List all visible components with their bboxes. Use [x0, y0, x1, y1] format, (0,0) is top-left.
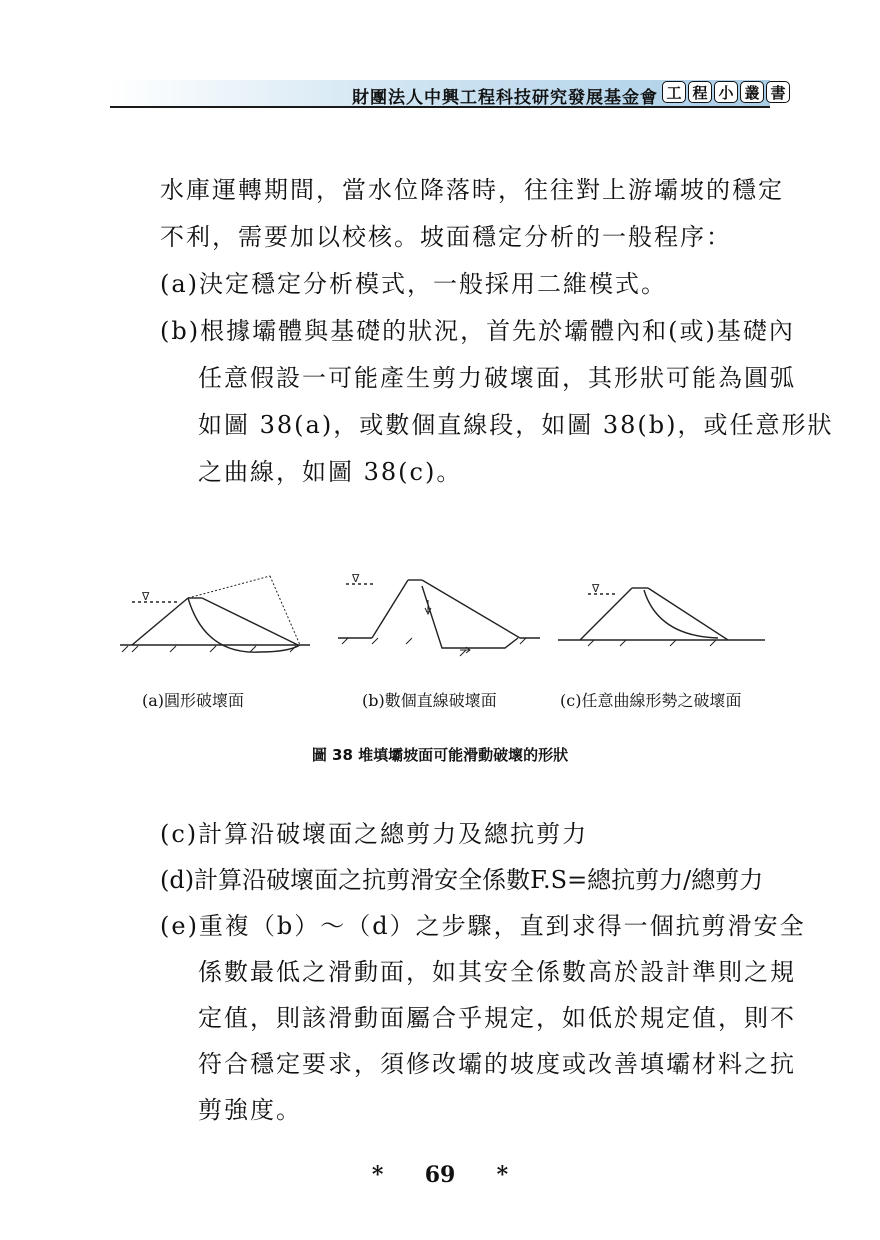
- series-badge-1: 工: [662, 81, 686, 103]
- step-a-line: (a)決定穩定分析模式，一般採用二維模式。: [160, 270, 668, 298]
- step-e-line: (e)重複（b）～（d）之步驟，直到求得一個抗剪滑安全: [160, 912, 806, 940]
- page-number: 69: [424, 1162, 456, 1188]
- subcaption-a: (a)圓形破壞面: [142, 691, 245, 710]
- figure-caption: 圖 38 堆填壩坡面可能滑動破壞的形狀: [311, 746, 569, 764]
- diagram-c-curved: [558, 588, 765, 646]
- water-level-symbol-c: ∇: [592, 582, 600, 595]
- subcaption-b: (b)數個直線破壞面: [362, 691, 497, 710]
- series-badge-4: 叢: [740, 81, 764, 103]
- step-e-line: 係數最低之滑動面，如其安全係數高於設計準則之規: [198, 958, 796, 986]
- header-organization: 財團法人中興工程科技研究發展基金會: [352, 88, 658, 108]
- paragraph-line: 水庫運轉期間，當水位降落時，往往對上游壩坡的穩定: [160, 176, 784, 204]
- series-badge-5: 書: [766, 81, 790, 103]
- series-badge-2: 程: [688, 81, 712, 103]
- paragraph-line: 不利，需要加以校核。坡面穩定分析的一般程序：: [160, 223, 732, 251]
- star-right: *: [496, 1162, 509, 1188]
- step-b-line: 之曲線，如圖 38(c)。: [198, 458, 463, 486]
- step-b-line: 任意假設一可能產生剪力破壞面，其形狀可能為圓弧: [198, 364, 796, 392]
- water-level-symbol-a: ∇: [142, 590, 150, 603]
- series-badges: [662, 81, 790, 103]
- series-badge-3: 小: [714, 81, 738, 103]
- water-level-symbol-b: ∇: [352, 572, 360, 585]
- figure-38-drawing: [110, 560, 770, 670]
- step-b-line: 如圖 38(a)，或數個直線段，如圖 38(b)，或任意形狀: [198, 411, 834, 439]
- subcaption-c: (c)任意曲線形勢之破壞面: [560, 691, 742, 710]
- step-e-line: 符合穩定要求，須修改壩的坡度或改善填壩材料之抗: [198, 1050, 796, 1078]
- step-e-line: 定值，則該滑動面屬合乎規定，如低於規定值，則不: [198, 1004, 796, 1032]
- page-number-area: [0, 1162, 880, 1188]
- step-d-line: (d)計算沿破壞面之抗剪滑安全係數F.S=總抗剪力/總剪力: [160, 866, 764, 894]
- star-left: *: [371, 1162, 384, 1188]
- step-e-line: 剪強度。: [198, 1096, 302, 1124]
- diagram-b-straight-lines: [338, 580, 540, 656]
- diagram-a-circular: [120, 576, 310, 652]
- step-b-line: (b)根據壩體與基礎的狀況，首先於壩體內和(或)基礎內: [160, 317, 795, 345]
- step-c-line: (c)計算沿破壞面之總剪力及總抗剪力: [160, 820, 589, 848]
